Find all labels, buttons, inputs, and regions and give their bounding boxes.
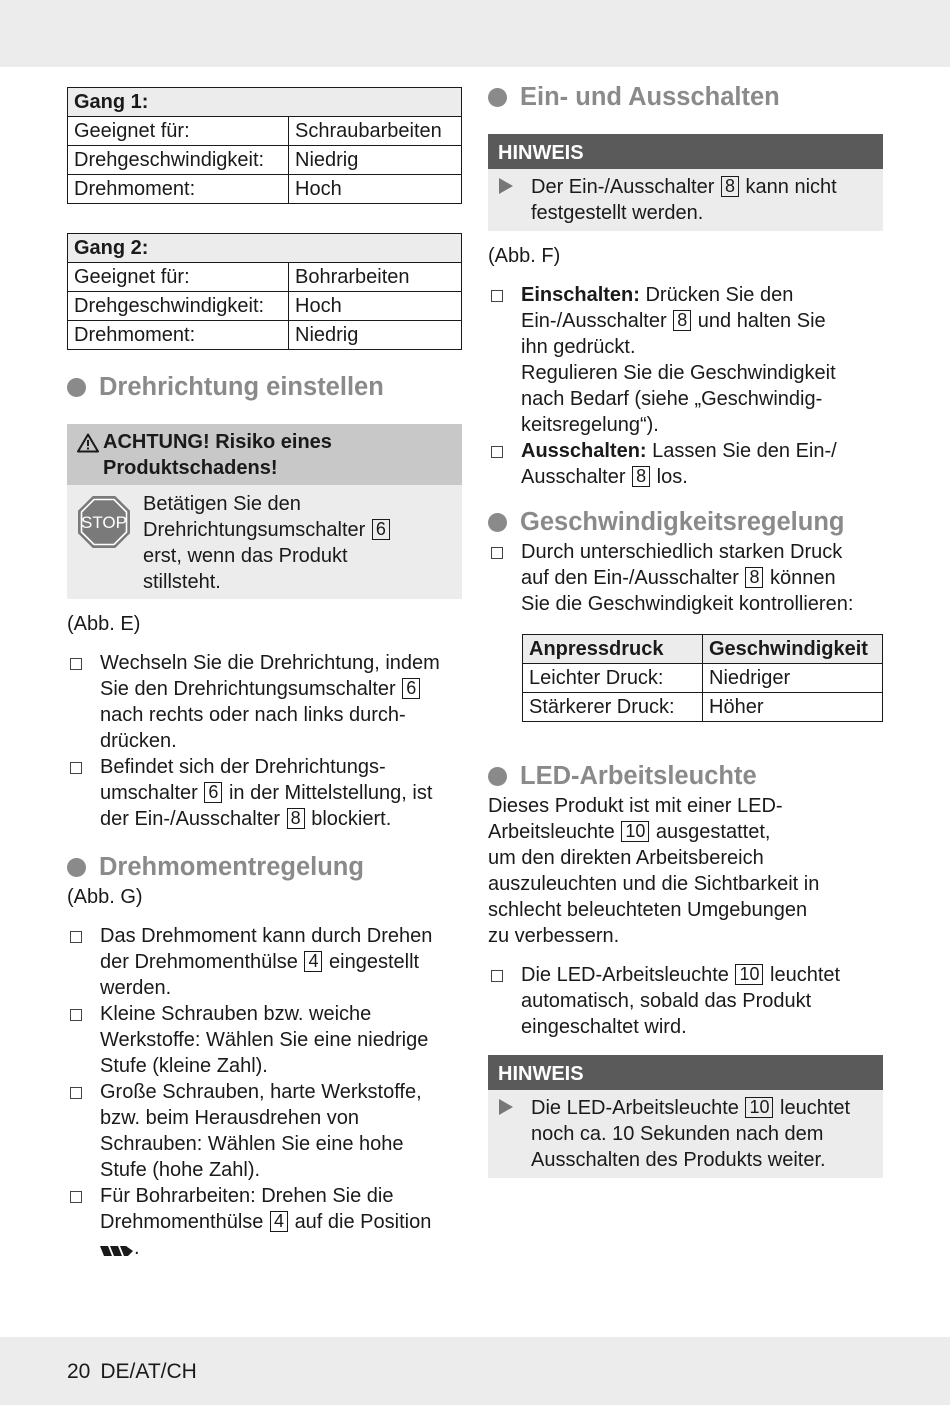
hinweis-box: [488, 1055, 883, 1178]
gang1-table: [67, 87, 462, 204]
table-row: [68, 263, 462, 292]
arrow-right-icon: [499, 1099, 513, 1115]
checkbox-bullet-icon: [70, 931, 82, 943]
ref-number: 10: [735, 964, 763, 985]
checkbox-bullet-icon: [491, 290, 503, 302]
table-row: [68, 117, 462, 146]
warning-triangle-icon: [77, 429, 103, 481]
gang2-table: [67, 233, 462, 350]
checkbox-bullet-icon: [70, 658, 82, 670]
drehmoment-list: [67, 923, 462, 1261]
left-column: [67, 87, 462, 1261]
table-cell: Höher: [703, 693, 883, 722]
ref-number: 8: [287, 808, 305, 829]
warning-title: Produktschadens!: [103, 457, 278, 479]
hinweis-header: HINWEIS: [488, 1055, 883, 1090]
list-item: Ausschalten: Lassen Sie den Ein-/ Ausschalter 8 los.: [488, 438, 883, 490]
list-item: Große Schrauben, harte Werkstoffe, bzw. beim Herausdrehen von Schrauben: Wählen Sie eine hohe Stufe (hohe Zahl).: [67, 1079, 462, 1183]
checkbox-bullet-icon: [491, 970, 503, 982]
list-item: Das Drehmoment kann durch Drehen der Drehmomenthülse 4 eingestellt werden.: [67, 923, 462, 1001]
table-cell: Geeignet für:: [68, 263, 289, 292]
warning-title: ACHTUNG! Risiko eines: [103, 431, 332, 453]
ref-number: 8: [673, 310, 691, 331]
table-title: Gang 2:: [68, 234, 462, 263]
list-item: Kleine Schrauben bzw. weiche Werkstoffe: Wählen Sie eine niedrige Stufe (kleine Zahl).: [67, 1001, 462, 1079]
table-row: [523, 664, 883, 693]
hinweis-body: Die LED-Arbeitsleuchte 10 leuchtet noch ca. 10 Sekunden nach dem Ausschalten des Produkts weiter.: [488, 1090, 883, 1178]
figure-reference: (Abb. E): [67, 613, 141, 635]
section-heading-geschwindigkeit: [488, 505, 883, 539]
right-column: [488, 80, 883, 1178]
table-cell: Drehmoment:: [68, 175, 289, 204]
speed-table: [522, 634, 883, 722]
checkbox-bullet-icon: [491, 547, 503, 559]
table-header-row: [523, 635, 883, 664]
ref-number: 6: [372, 519, 390, 540]
ref-number: 10: [745, 1097, 773, 1118]
ref-number: 6: [204, 782, 222, 803]
led-paragraph: Dieses Produkt ist mit einer LED- Arbeitsleuchte 10 ausgestattet, um den direkten Arbeitsbereich auszuleuchten und die Sichtbarkeit in schlecht beleuchteten Umgebungen zu verbessern.: [488, 795, 820, 947]
led-list: [488, 962, 883, 1040]
bullet-dot-icon: [488, 767, 507, 786]
checkbox-bullet-icon: [70, 1009, 82, 1021]
ref-number: 4: [270, 1211, 288, 1232]
table-row: [68, 175, 462, 204]
page-header-band: [0, 0, 950, 67]
arrow-right-icon: [499, 178, 513, 194]
warning-text: Betätigen Sie den Drehrichtungsumschalter 6 erst, wenn das Produkt stillsteht.: [143, 491, 391, 595]
table-row: [68, 321, 462, 350]
figure-reference: (Abb. G): [67, 886, 143, 908]
warning-body: [67, 485, 462, 599]
bullet-dot-icon: [67, 378, 86, 397]
einaus-list: [488, 282, 883, 490]
list-item: Die LED-Arbeitsleuchte 10 leuchtet automatisch, sobald das Produkt eingeschaltet wird.: [488, 962, 883, 1040]
heading-text: Drehrichtung einstellen: [99, 372, 384, 401]
ref-number: 8: [632, 466, 650, 487]
heading-text: Drehmomentregelung: [99, 852, 364, 881]
bullet-dot-icon: [488, 513, 507, 532]
ref-number: 8: [745, 567, 763, 588]
ref-number: 6: [402, 678, 420, 699]
table-cell: Geeignet für:: [68, 117, 289, 146]
list-item: Befindet sich der Drehrichtungs- umschalter 6 in der Mittelstellung, ist der Ein-/Ausschalter 8 blockiert.: [67, 754, 462, 832]
ref-number: 4: [304, 951, 322, 972]
drehrichtung-list: [67, 650, 462, 832]
heading-text: Geschwindigkeitsregelung: [520, 507, 845, 536]
heading-text: Ein- und Ausschalten: [520, 82, 780, 111]
checkbox-bullet-icon: [491, 446, 503, 458]
section-heading-drehmoment: [67, 850, 462, 884]
list-item: Für Bohrarbeiten: Drehen Sie die Drehmomenthülse 4 auf die Position .: [67, 1183, 462, 1261]
page-footer: [67, 1360, 197, 1384]
table-cell: Drehmoment:: [68, 321, 289, 350]
table-header-cell: Anpressdruck: [523, 635, 703, 664]
ref-number: 10: [621, 821, 649, 842]
table-cell: Hoch: [289, 292, 462, 321]
checkbox-bullet-icon: [70, 762, 82, 774]
table-cell: Hoch: [289, 175, 462, 204]
table-row: [68, 292, 462, 321]
checkbox-bullet-icon: [70, 1191, 82, 1203]
table-cell: Schraubarbeiten: [289, 117, 462, 146]
bullet-dot-icon: [488, 88, 507, 107]
hinweis-body: Der Ein-/Ausschalter 8 kann nicht festgestellt werden.: [488, 169, 883, 231]
list-item: Durch unterschiedlich starken Druck auf den Ein-/Ausschalter 8 können Sie die Geschwindigkeit kontrollieren:: [488, 539, 883, 617]
ref-number: 8: [721, 176, 739, 197]
table-cell: Drehgeschwindigkeit:: [68, 146, 289, 175]
hinweis-header: HINWEIS: [488, 134, 883, 169]
bullet-dot-icon: [67, 858, 86, 877]
heading-text: LED-Arbeitsleuchte: [520, 761, 757, 790]
checkbox-bullet-icon: [70, 1087, 82, 1099]
table-row: [68, 146, 462, 175]
page-number: 20: [67, 1360, 91, 1383]
figure-reference: (Abb. F): [488, 245, 561, 267]
table-cell: Niedrig: [289, 146, 462, 175]
table-cell: Leichter Druck:: [523, 664, 703, 693]
warning-box: [67, 424, 462, 599]
table-cell: Stärkerer Druck:: [523, 693, 703, 722]
section-heading-drehrichtung: [67, 370, 462, 404]
region-label: DE/AT/CH: [100, 1360, 197, 1383]
hinweis-box: [488, 134, 883, 231]
section-heading-einaus: [488, 80, 883, 114]
section-heading-led: [488, 759, 883, 793]
table-cell: Niedrig: [289, 321, 462, 350]
table-cell: Drehgeschwindigkeit:: [68, 292, 289, 321]
warning-header: [67, 424, 462, 485]
table-header-cell: Geschwindigkeit: [703, 635, 883, 664]
stop-sign-icon: [77, 495, 131, 549]
table-cell: Niedriger: [703, 664, 883, 693]
table-row: [523, 693, 883, 722]
table-title: Gang 1:: [68, 88, 462, 117]
drill-position-icon: [100, 1244, 134, 1258]
list-item: Wechseln Sie die Drehrichtung, indem Sie den Drehrichtungsumschalter 6 nach rechts oder nach links durch- drücken.: [67, 650, 462, 754]
list-item: Einschalten: Drücken Sie den Ein-/Ausschalter 8 und halten Sie ihn gedrückt. Regulieren Sie die Geschwindigkeit nach Bedarf (siehe „Geschwindig- keitsregelung“).: [488, 282, 883, 438]
table-cell: Bohrarbeiten: [289, 263, 462, 292]
speed-list: [488, 539, 883, 617]
svg-text:STOP: STOP: [81, 513, 127, 532]
